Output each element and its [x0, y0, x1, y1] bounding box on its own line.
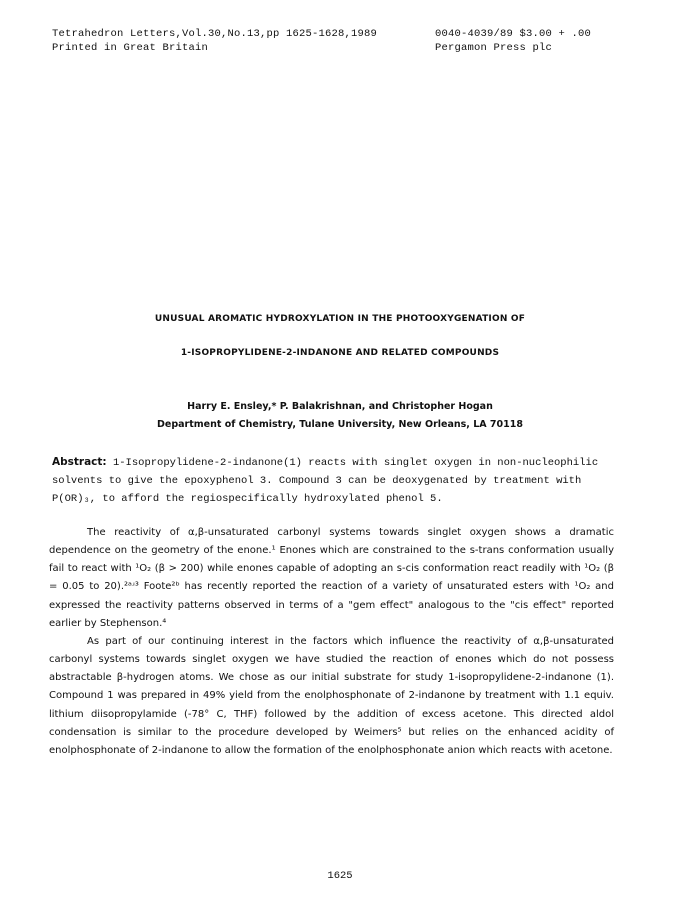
- authors: Harry E. Ensley,* P. Balakrishnan, and Christopher Hogan: [187, 401, 493, 412]
- abstract-text: 1-Isopropylidene-2-indanone(1) reacts with singlet oxygen in non-nucleophilic solvents to give the epoxyphenol 3. Compound 3 can be deoxygenated by treatment with P(OR)₃, to afford the regiospecifically hydroxylated phenol 5.: [52, 457, 599, 505]
- article-title-line-2: 1-ISOPROPYLIDENE-2-INDANONE AND RELATED COMPOUNDS: [180, 348, 500, 358]
- page-number: 1625: [327, 870, 353, 882]
- abstract-label: Abstract:: [52, 456, 107, 468]
- issn-price: 0040-4039/89 $3.00 + .00: [435, 28, 592, 40]
- journal-citation: Tetrahedron Letters,Vol.30,No.13,pp 1625-1628,1989: [52, 28, 378, 40]
- affiliation: Department of Chemistry, Tulane University, New Orleans, LA 70118: [157, 419, 523, 430]
- body-paragraph: As part of our continuing interest in the factors which influence the reactivity of α,β-unsaturated carbonyl systems towards singlet oxygen we have studied the reaction of enones which do not possess abstractable β-hydrogen atoms. We chose as our initial substrate for study 1-isopropylidene-2-indanone (1). Compound 1 was prepared in 49% yield from the enolphosphonate of 2-indanone by treatment with 1.1 equiv. lithium diisopropylamide (-78° C, THF) followed by the addition of excess acetone. This directed aldol condensation is similar to the procedure developed by Weimers⁵ but relies on the enhanced acidity of enolphosphonate of 2-indanone to allow the formation of the enolphosphonate anion which reacts with acetone.: [49, 635, 614, 756]
- article-title-line-1: UNUSUAL AROMATIC HYDROXYLATION IN THE PHOTOOXYGENATION OF: [154, 314, 526, 324]
- publisher: Pergamon Press plc: [435, 42, 553, 54]
- body-paragraph: The reactivity of α,β-unsaturated carbonyl systems towards singlet oxygen shows a dramatic dependence on the geometry of the enone.¹ Enones which are constrained to the s-trans conformation usually fail to react with ¹O₂ (β > 200) while enones capable of adopting an s-cis conformation react readily with ¹O₂ (β = 0.05 to 20).²ᵃʴ³ Foote²ᵇ has recently reported the reaction of a variety of unsaturated esters with ¹O₂ and expressed the reactivity patterns observed in terms of a "gem effect" analogous to the "cis effect" reported earlier by Stephenson.⁴: [49, 527, 614, 629]
- abstract: [52, 453, 612, 508]
- body-text: [49, 524, 614, 760]
- printed-in: Printed in Great Britain: [52, 42, 209, 54]
